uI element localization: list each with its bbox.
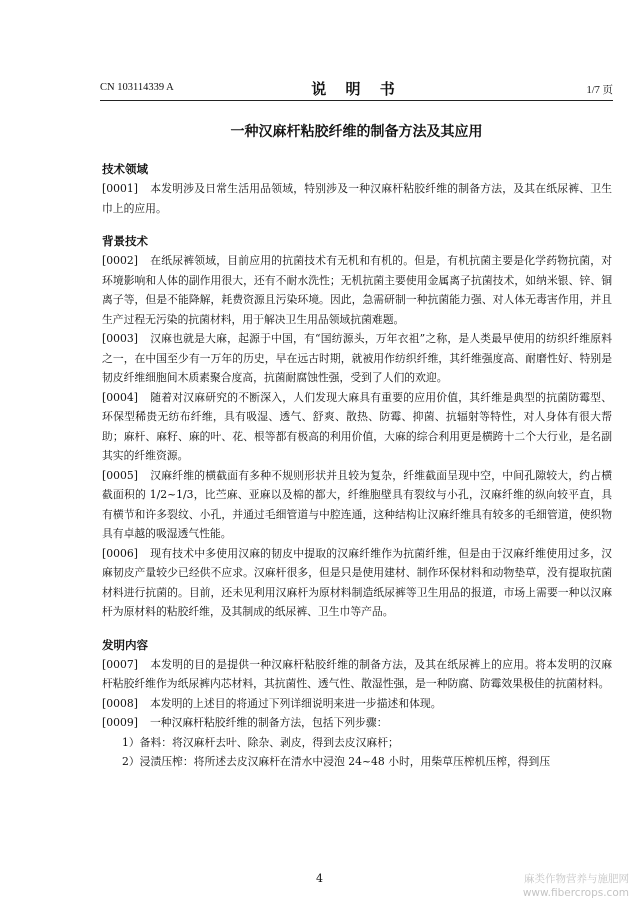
paragraph-text: 本发明的目的是提供一种汉麻杆粘胶纤维的制备方法，及其在纸尿裤上的应用。将本发明的汉麻杆粘胶纤维作为纸尿裤内芯材料，其抗菌性、透气性、散湿性强，是一种防腐、防霉效果极佳的抗菌材料。 [102, 657, 612, 690]
paragraph-number: [0007] [102, 657, 138, 671]
paragraph-number: [0009] [102, 716, 138, 729]
paragraph [102, 179, 612, 218]
paragraph-number: [0005] [102, 468, 138, 482]
paragraph-number: [0004] [102, 390, 138, 404]
page-number: 4 [316, 872, 323, 885]
paragraph-number: [0002] [102, 254, 138, 267]
paragraph [102, 329, 612, 388]
paragraph [102, 388, 612, 466]
paragraph-text: 随着对汉麻研究的不断深入，人们发现大麻具有重要的应用价值，其纤维是典型的抗菌防霉型、环保型稀贵无纺布纤维，具有吸湿、透气、舒爽、散热、防霉、抑菌、抗辐射等特性，对人身体有很大帮助；麻杆、麻籽、麻的叶、花、根等都有极高的利用价值，大麻的综合利用更是横跨十二个大行业，是名副其实的纤维资源。 [102, 390, 612, 462]
paragraph-number: [0006] [102, 546, 138, 560]
document-type: 说 明 书 [311, 80, 402, 98]
document-title: 一种汉麻杆粘胶纤维的制备方法及其应用 [230, 124, 483, 140]
procedure-step: 1）备料：将汉麻杆去叶、除杂、剥皮，得到去皮汉麻杆； [122, 735, 399, 749]
document-body [102, 160, 612, 772]
paragraph [102, 713, 612, 733]
paragraph-text: 汉麻纤维的横截面有多种不规则形状并且较为复杂，纤维截面呈现中空，中间孔隙较大，约占横截面积的 1/2~1/3，比苎麻、亚麻以及棉的都大，纤维胞壁具有裂纹与小孔，汉麻纤维的纵向较平直，具有横节和许多裂纹、小孔，并通过毛细管道与中腔连通，这种结构让汉麻纤维具有较多的毛细管道，使织物具有卓越的吸湿透气性能。 [102, 468, 612, 540]
paragraph-text: 本发明涉及日常生活用品领域，特别涉及一种汉麻杆粘胶纤维的制备方法，及其在纸尿裤、卫生巾上的应用。 [102, 182, 612, 215]
watermark [523, 872, 629, 900]
procedure-step: 2）浸渍压榨：将所述去皮汉麻杆在清水中浸泡 24~48 小时，用柴草压榨机压榨，得到压 [122, 755, 551, 768]
paragraph-text: 本发明的上述目的将通过下列详细说明来进一步描述和体现。 [150, 696, 442, 710]
paragraph [102, 251, 612, 329]
paragraph-number: [0003] [102, 332, 138, 345]
section-heading-tech-field: 技术领域 [102, 162, 148, 176]
paragraph-text: 在纸尿裤领域，目前应用的抗菌技术有无机和有机的。但是，有机抗菌主要是化学药物抗菌，对环境影响和人体的副作用很大，还有不耐水洗性；无机抗菌主要使用金属离子抗菌技术，如纳米银、锌、铜离子等，但是不能降解，耗费资源且污染环境。因此，急需研制一种抗菌能力强、对人体无毒害作用，并且生产过程无污染的抗菌材料，用于解决卫生用品领域抗菌难题。 [102, 254, 612, 326]
paragraph [102, 655, 612, 694]
section-heading-background: 背景技术 [102, 234, 148, 248]
paragraph [102, 466, 612, 544]
paragraph [102, 694, 612, 714]
paragraph-number: [0001] [102, 182, 138, 195]
paragraph-number: [0008] [102, 696, 138, 710]
paragraph-text: 汉麻也就是大麻，起源于中国，有“国纺源头，万年衣祖”之称，是人类最早使用的纺织纤维原料之一，在中国至少有一万年的历史，早在远古时期，就被用作纺织纤维，其纤维强度高、耐磨性好、特别是韧皮纤维细胞间木质素聚合度高，抗菌耐腐蚀性强，受到了人们的欢迎。 [102, 332, 612, 384]
paragraph-text: 一种汉麻杆粘胶纤维的制备方法，包括下列步骤： [150, 716, 388, 729]
paragraph-text: 现有技术中多使用汉麻的韧皮中提取的汉麻纤维作为抗菌纤维，但是由于汉麻纤维使用过多，汉麻韧皮产量较少已经供不应求。汉麻杆很多，但是只是使用建材、制作环保材料和动物垫草，没有提取抗菌材料进行抗菌的。目前，还未见利用汉麻杆为原材料制造纸尿裤等卫生用品的报道，市场上需要一种以汉麻杆为原材料的粘胶纤维，及其制成的纸尿裤、卫生巾等产品。 [102, 546, 612, 618]
page-indicator: 1/7 页 [586, 85, 613, 96]
paragraph [102, 544, 612, 622]
section-heading-summary: 发明内容 [102, 637, 148, 652]
watermark-url: www.fibercrops.com [522, 887, 629, 899]
header-divider [100, 100, 613, 101]
patent-number: CN 103114339 A [100, 82, 174, 93]
page-header [100, 78, 613, 100]
watermark-site-name: 麻类作物营养与施肥网 [524, 873, 629, 885]
